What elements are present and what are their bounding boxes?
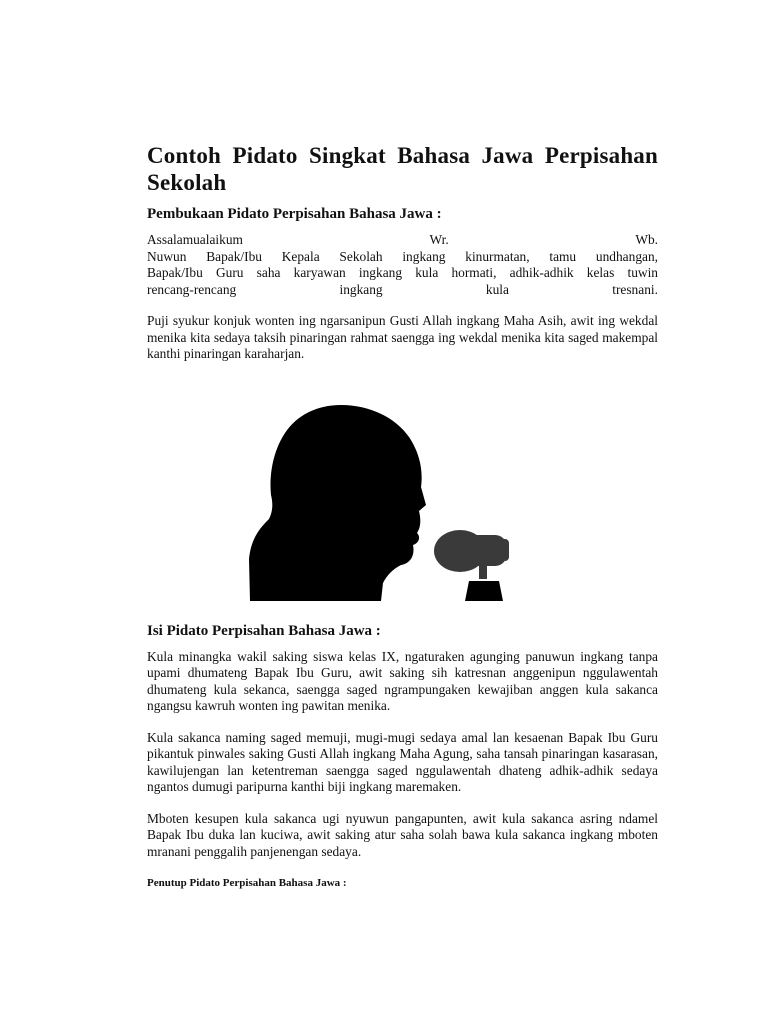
greeting-word: Assalamualaikum	[147, 232, 243, 247]
address-last-line	[147, 282, 658, 299]
head-silhouette	[249, 405, 426, 601]
greeting-word: Wr.	[429, 232, 449, 247]
speaker-illustration	[147, 379, 658, 601]
speaker-silhouette-microphone-icon	[147, 379, 658, 601]
greeting-word: Wb.	[635, 232, 658, 247]
address-word: tresnani.	[612, 281, 658, 297]
address-word: kula	[485, 281, 509, 297]
opening-heading: Pembukaan Pidato Perpisahan Bahasa Jawa :	[147, 206, 442, 222]
address-word: rencang-rencang	[147, 281, 237, 297]
opening-address	[147, 232, 658, 298]
address-word: ingkang	[339, 281, 383, 297]
address-line: Nuwun Bapak/Ibu Kepala Sekolah ingkang kinurmatan, tamu undhangan,	[147, 248, 658, 264]
microphone-icon	[434, 530, 509, 601]
closing-heading: Penutup Pidato Perpisahan Bahasa Jawa :	[147, 877, 347, 889]
body-heading: Isi Pidato Perpisahan Bahasa Jawa :	[147, 622, 381, 639]
opening-paragraph: Puji syukur konjuk wonten ing ngarsanipun Gusti Allah ingkang Maha Asih, awit ing wekdal menika kita sedaya taksih pinaringan rahmat saengga ing wekdal menika kita saged makempal kanthi pinaringan karaharjan.	[147, 313, 658, 361]
mic-rear	[497, 539, 509, 561]
body-paragraph: Mboten kesupen kula sakanca ugi nyuwun pangapunten, awit kula sakanca asring ndamel Bapak Ibu duka lan kuciwa, awit saking atur saha solah bawa kula sakanca ingkang mboten mranani penggalih panjenengan sedaya.	[147, 810, 658, 859]
mic-stand	[465, 581, 503, 601]
body-paragraph: Kula sakanca naming saged memuji, mugi-mugi sedaya amal lan kesaenan Bapak Ibu Guru pikantuk pinwales saking Gusti Allah ingkang Maha Agung, saha tansah pinaringan kasarasan, kawilujengan lan ketentreman saengga saged nggulawentah dhateng adhik-adhik sedaya ngantos dumugi paripurna kanthi biji ingkang maremaken.	[147, 729, 658, 794]
document-page	[147, 142, 658, 891]
body-paragraph: Kula minangka wakil saking siswa kelas IX, ngaturaken agunging panuwun ingkang tanpa upami dhumateng Bapak Ibu Guru, awit saking sih katresnan anggenipun nggulawentah dhumateng kula sekanca, saengga saged ngrampungaken kewajiban anggen kula sakanca ngangsu kawruh wonten ing pawitan menika.	[147, 648, 658, 713]
mic-mount	[479, 565, 487, 579]
greeting-line	[147, 232, 658, 249]
document-title: Contoh Pidato Singkat Bahasa Jawa Perpisahan Sekolah	[147, 143, 658, 195]
address-line: Bapak/Ibu Guru saha karyawan ingkang kula hormati, adhik-adhik kelas tuwin	[147, 265, 658, 280]
